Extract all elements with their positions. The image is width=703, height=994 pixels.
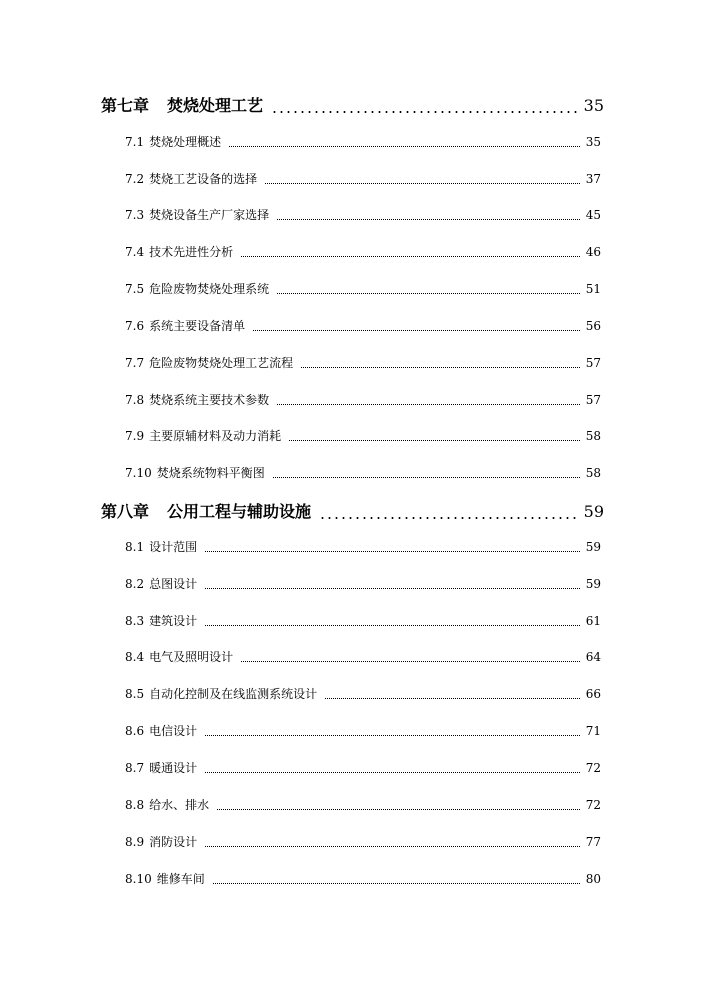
- toc-entry-8-9[interactable]: [125, 833, 601, 850]
- page-number: 37: [585, 172, 601, 186]
- section-title: 电信设计: [149, 724, 198, 738]
- section-number: 7.6: [125, 319, 145, 333]
- dot-leader: [277, 206, 580, 223]
- section-title: 给水、排水: [149, 798, 210, 812]
- section-number: 7.5: [125, 282, 145, 296]
- dot-leader: [205, 759, 580, 776]
- page-number: 46: [585, 245, 601, 259]
- toc-entry-8-10[interactable]: [125, 870, 601, 887]
- toc-chapter-7[interactable]: [101, 93, 604, 116]
- chapter-title: 焚烧处理工艺: [167, 96, 264, 115]
- section-title: 焚烧系统主要技术参数: [149, 393, 270, 407]
- toc-entry-7-5[interactable]: [125, 280, 601, 297]
- section-number: 8.3: [125, 614, 145, 628]
- page-number: 45: [585, 208, 601, 222]
- dot-leader: [253, 317, 580, 334]
- section-number: 8.1: [125, 540, 145, 554]
- toc-entry-7-3[interactable]: [125, 206, 601, 223]
- section-title: 技术先进性分析: [149, 245, 234, 259]
- chapter-number: 第八章: [101, 502, 150, 521]
- section-title: 主要原辅材料及动力消耗: [149, 429, 282, 443]
- section-title: 焚烧工艺设备的选择: [149, 172, 258, 186]
- section-number: 7.10: [125, 466, 152, 480]
- toc-entry-8-1[interactable]: [125, 538, 601, 555]
- section-number: 7.8: [125, 393, 145, 407]
- section-number: 7.1: [125, 135, 145, 149]
- toc-chapter-8[interactable]: [101, 499, 604, 522]
- page-number: 72: [585, 761, 601, 775]
- dot-leader: [205, 722, 580, 739]
- section-number: 8.4: [125, 650, 145, 664]
- page-number: 80: [585, 872, 601, 886]
- toc-entry-7-8[interactable]: [125, 391, 601, 408]
- section-title: 焚烧系统物料平衡图: [156, 466, 265, 480]
- toc-entry-8-8[interactable]: [125, 796, 601, 813]
- toc-entry-8-4[interactable]: [125, 648, 601, 665]
- page-number: 58: [585, 466, 601, 480]
- toc-entry-8-6[interactable]: [125, 722, 601, 739]
- page-number: 64: [585, 650, 601, 664]
- toc-entry-8-5[interactable]: [125, 685, 601, 702]
- page-number: 35: [583, 96, 604, 115]
- dot-leader: [205, 538, 580, 555]
- dot-leader: [271, 93, 578, 116]
- dot-leader: [289, 427, 580, 444]
- section-title: 焚烧设备生产厂家选择: [149, 208, 270, 222]
- toc-entry-7-9[interactable]: [125, 427, 601, 444]
- section-title: 消防设计: [149, 835, 198, 849]
- section-title: 危险废物焚烧处理工艺流程: [149, 356, 294, 370]
- toc-entry-7-6[interactable]: [125, 317, 601, 334]
- section-number: 8.6: [125, 724, 145, 738]
- section-title: 设计范围: [149, 540, 198, 554]
- section-number: 7.7: [125, 356, 145, 370]
- toc-entry-8-7[interactable]: [125, 759, 601, 776]
- dot-leader: [277, 280, 580, 297]
- page-number: 71: [585, 724, 601, 738]
- page-number: 61: [585, 614, 601, 628]
- dot-leader: [229, 133, 580, 150]
- section-title: 维修车间: [156, 872, 205, 886]
- section-number: 8.10: [125, 872, 152, 886]
- section-number: 7.2: [125, 172, 145, 186]
- section-title: 电气及照明设计: [149, 650, 234, 664]
- dot-leader: [277, 391, 580, 408]
- dot-leader: [265, 170, 580, 187]
- toc-entry-8-2[interactable]: [125, 575, 601, 592]
- section-title: 焚烧处理概述: [149, 135, 222, 149]
- section-number: 8.9: [125, 835, 145, 849]
- dot-leader: [205, 575, 580, 592]
- section-number: 8.2: [125, 577, 145, 591]
- dot-leader: [241, 243, 580, 260]
- dot-leader: [241, 648, 580, 665]
- page-number: 57: [585, 393, 601, 407]
- page-number: 72: [585, 798, 601, 812]
- page-number: 77: [585, 835, 601, 849]
- section-title: 危险废物焚烧处理系统: [149, 282, 270, 296]
- page-number: 58: [585, 429, 601, 443]
- section-number: 8.8: [125, 798, 145, 812]
- section-title: 总图设计: [149, 577, 198, 591]
- section-title: 暖通设计: [149, 761, 198, 775]
- dot-leader: [325, 685, 580, 702]
- section-number: 8.5: [125, 687, 145, 701]
- section-title: 建筑设计: [149, 614, 198, 628]
- page-number: 59: [585, 540, 601, 554]
- section-number: 7.9: [125, 429, 145, 443]
- toc-entry-7-2[interactable]: [125, 170, 601, 187]
- page-number: 59: [583, 502, 604, 521]
- section-title: 系统主要设备清单: [149, 319, 246, 333]
- dot-leader: [205, 612, 580, 629]
- dot-leader: [273, 464, 580, 481]
- page-number: 57: [585, 356, 601, 370]
- dot-leader: [213, 870, 580, 887]
- page-number: 56: [585, 319, 601, 333]
- section-number: 8.7: [125, 761, 145, 775]
- section-number: 7.3: [125, 208, 145, 222]
- toc-entry-7-10[interactable]: [125, 464, 601, 481]
- page-number: 59: [585, 577, 601, 591]
- section-title: 自动化控制及在线监测系统设计: [149, 687, 318, 701]
- chapter-title: 公用工程与辅助设施: [167, 502, 312, 521]
- section-number: 7.4: [125, 245, 145, 259]
- chapter-number: 第七章: [101, 96, 150, 115]
- page-number: 35: [585, 135, 601, 149]
- page-number: 66: [585, 687, 601, 701]
- toc-entry-7-1[interactable]: [125, 133, 601, 150]
- toc-entry-7-4[interactable]: [125, 243, 601, 260]
- dot-leader: [217, 796, 580, 813]
- dot-leader: [205, 833, 580, 850]
- toc-entry-8-3[interactable]: [125, 612, 601, 629]
- dot-leader: [319, 499, 578, 522]
- page-number: 51: [585, 282, 601, 296]
- toc-entry-7-7[interactable]: [125, 354, 601, 371]
- dot-leader: [301, 354, 580, 371]
